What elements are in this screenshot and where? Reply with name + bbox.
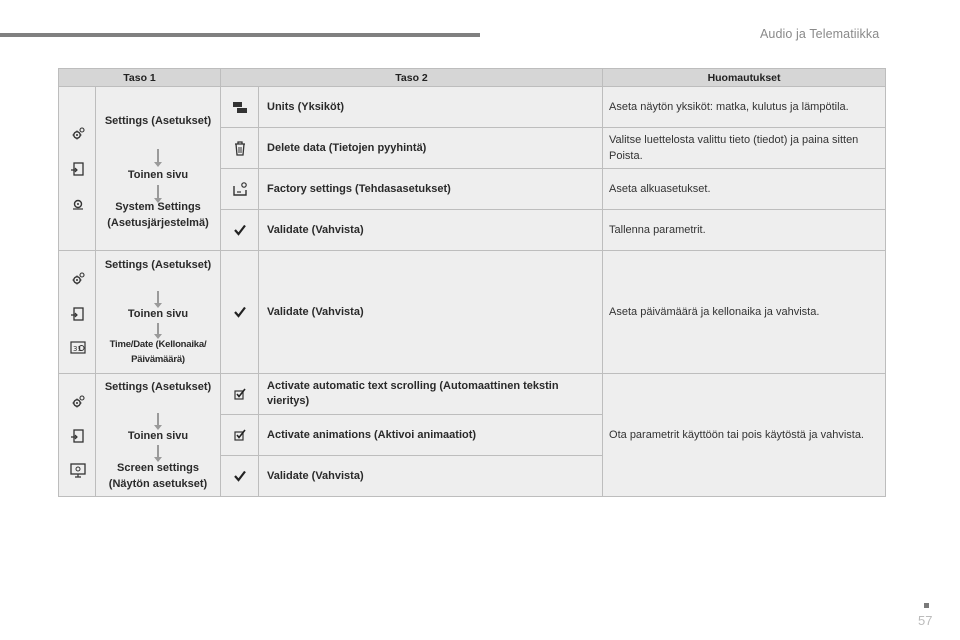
level1-path (96, 87, 221, 251)
path-step-next-page: Toinen sivu (127, 308, 189, 320)
row-icon-cell (221, 251, 259, 374)
checkmark-icon (233, 305, 247, 319)
row-icon-cell (221, 128, 259, 169)
note: Ota parametrit käyttöön tai pois käytöstä ja vahvista. (603, 374, 886, 497)
note: Aseta alkuasetukset. (603, 169, 886, 210)
table-row (59, 251, 886, 374)
next-page-icon (70, 428, 86, 444)
path-step-target: Time/Date (Kellonaika/ Päivämäärä) (109, 339, 207, 365)
settings-icon (70, 394, 86, 410)
system-settings-icon (70, 196, 86, 212)
path-step-settings: Settings (Asetukset) (104, 259, 212, 271)
path-arrow (157, 291, 159, 304)
col-header-level2: Taso 2 (221, 69, 603, 87)
level2-label: Delete data (Tietojen pyyhintä) (259, 128, 603, 169)
checkmark-icon (233, 469, 247, 483)
note: Tallenna parametrit. (603, 210, 886, 251)
level2-label: Factory settings (Tehdasasetukset) (259, 169, 603, 210)
row-icon-cell (221, 415, 259, 456)
level1-path (96, 374, 221, 497)
units-icon (232, 99, 248, 115)
row-icon-cell (221, 87, 259, 128)
settings-table (58, 68, 886, 497)
row-icon-cell (221, 169, 259, 210)
page-marker (924, 603, 929, 608)
col-header-notes: Huomautukset (603, 69, 886, 87)
delete-icon (232, 139, 248, 157)
settings-icon (70, 271, 86, 287)
checkmark-icon (233, 223, 247, 237)
note: Aseta päivämäärä ja kellonaika ja vahvista. (603, 251, 886, 374)
row-icon-cell (221, 374, 259, 415)
path-arrow (157, 413, 159, 426)
path-arrow (157, 149, 159, 163)
next-page-icon (70, 161, 86, 177)
header-title: Audio ja Telematiikka (760, 27, 880, 41)
level2-label: Units (Yksiköt) (259, 87, 603, 128)
col-header-level1: Taso 1 (59, 69, 221, 87)
page-number: 57 (918, 613, 933, 628)
level1-icons (59, 251, 96, 374)
level2-label: Validate (Vahvista) (259, 210, 603, 251)
level2-label: Activate animations (Aktivoi animaatiot) (259, 415, 603, 456)
next-page-icon (70, 306, 86, 322)
level2-label: Activate automatic text scrolling (Automaattinen tekstin vieritys) (259, 374, 603, 415)
path-step-next-page: Toinen sivu (127, 169, 189, 181)
level1-path (96, 251, 221, 374)
level1-icons (59, 87, 96, 251)
path-step-target: System Settings (Asetusjärjestelmä) (107, 201, 209, 229)
screen-settings-icon (70, 462, 86, 478)
checkbox-icon (234, 388, 246, 400)
checkbox-icon (234, 429, 246, 441)
table-row (59, 87, 886, 128)
path-arrow (157, 185, 159, 199)
factory-settings-icon (232, 181, 248, 197)
svg-text:31: 31 (73, 345, 82, 353)
note: Aseta näytön yksiköt: matka, kulutus ja lämpötila. (603, 87, 886, 128)
path-arrow (157, 323, 159, 335)
path-step-settings: Settings (Asetukset) (104, 115, 212, 127)
path-step-settings: Settings (Asetukset) (104, 381, 212, 393)
level2-label: Validate (Vahvista) (259, 456, 603, 497)
level1-icons (59, 374, 96, 497)
note: Valitse luettelosta valittu tieto (tiedot) ja paina sitten Poista. (603, 128, 886, 169)
settings-icon (70, 126, 86, 142)
header-rule (0, 33, 480, 37)
path-step-target: Screen settings (Näytön asetukset) (108, 462, 208, 490)
level2-label: Validate (Vahvista) (259, 251, 603, 374)
row-icon-cell (221, 210, 259, 251)
row-icon-cell (221, 456, 259, 497)
table-row (59, 374, 886, 415)
clock-calendar-icon (70, 339, 86, 355)
path-arrow (157, 445, 159, 458)
path-step-next-page: Toinen sivu (127, 430, 189, 442)
